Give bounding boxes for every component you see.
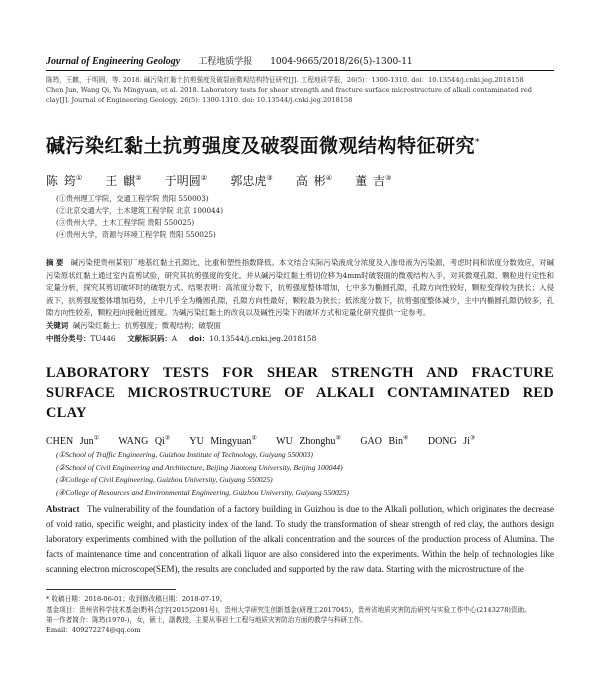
affiliations-cn (46, 193, 554, 241)
journal-name-cn: 工程地质学报 (198, 57, 253, 67)
footnote-funding: 基金项目：贵州省科学技术基金(黔科合J字[2015]2081号)，贵州大学研究生创新基金(研理工2017045)，贵州省地质灾害防治研究与实验工作中心(2143278)资助。 (46, 605, 531, 614)
footnote-email: Email：409272274@qq.com (46, 626, 141, 635)
author-cn: 高 彬④ (295, 174, 332, 188)
citation-en: Chen Jun, Wang Qi, Yu Mingyuan, et al. 2018. Laboratory tests for shear strength and fracture surface microstructure of alkali contaminated red clay[J]. Journal of Engineering Geology, 26(5): 1300-1310. doi: 10.13544/j.cnki.jeg.2018158 (46, 86, 532, 104)
journal-name: Journal of Engineering Geology (46, 56, 181, 67)
author-en: WU Zhonghu③ (276, 436, 341, 448)
affiliation-cn: (③贵州大学，土木工程学院 贵阳 550025) (56, 218, 195, 227)
author-en: DONG Ji③ (427, 436, 476, 448)
affiliation-en: (③College of Civil Engineering, Guizhou University, Guiyang 550025) (56, 475, 273, 485)
title-cn-text: 碱污染红黏土抗剪强度及破裂面微观结构特征研究 (46, 135, 476, 157)
citation-cn: 陈筠，王麒，于明圆，等. 2018. 碱污染红黏土抗剪强度及破裂面微观结构特征研究[J]. 工程地质学报，26(5)：1300-1310. doi：10.13544/j.cnki.jeg.2018158 (46, 76, 524, 84)
affiliation-cn: (④贵州大学，资源与环境工程学院 贵阳 550025) (56, 230, 216, 239)
footnotes (46, 594, 554, 636)
author-list-en (46, 435, 554, 447)
abstract-cn-text: 碱污染使贵州某铝厂地基红黏土孔隙比、比重和塑性指数降低。本文结合实际污染液成分浓度及入渗母液为污染源，考虑时间和浓度分数效应，对碱污染原状红黏土通过室内直剪试验，研究其抗剪强度的变化。并从碱污染红黏土剪切位移为4mm时破裂面的微观结构入手，对其微观孔隙、颗粒进行定性和定量分析，探究其剪切破坏时的破裂方式。结果表明：高浓度分数下，抗剪强度整体增加，七中多为椭圆孔隙，孔隙方向性较好，颗粒变得较为狭长；入侵液下，抗剪强度整体增加趋势，上中几乎全为椭圆孔隙，孔隙方向性最好，颗粒最为狭长；低浓度分数下，抗剪强度整体减少，主中内椭圆孔隙仍较多，孔隙方向性较差，颗粒趋向接触近圆度。为碱污染红黏土的改良以及碱性污染下的破坏方式和定量化研究提供一定参考。 (46, 258, 554, 318)
abstract-en-text: The vulnerability of the foundation of a factory building in Guizhou is due to the Alkali pollution, which originates the decrease of void ratio, specific weight, and plasticity index of the land. To study the transformation of shear strength of red clay, the authors design laboratory experiments combined with the pollution of the alkali concentration and the sources of the production process of Alumina. The facts of maintenance time and concentration of alkali liquor are also considered into the experiments. Within the help of technologies like scanning electron microscope(SEM), the results are concluded and supported by the raw data. Starting with the microstructure of the (46, 504, 554, 575)
affiliation-en: (①School of Traffic Engineering, Guizhou Institute of Technology, Guiyang 550003) (56, 450, 313, 460)
author-en: GAO Bin④ (360, 436, 409, 448)
author-cn: 王 麒② (105, 174, 142, 188)
affiliation-en: (②School of Civil Engineering and Architecture, Beijing Jiaotong University, Beijing 100044) (56, 462, 343, 472)
affiliation-cn: (①贵州理工学院，交通工程学院 贵阳 550003) (56, 194, 209, 203)
keywords-cn: 关键词 碱污染红黏土；抗剪强度；微观结构；破裂面 (46, 320, 221, 330)
abstract-cn (46, 257, 554, 345)
citation-block (46, 75, 554, 105)
author-list-cn (46, 172, 554, 189)
author-cn: 陈 筠① (46, 174, 83, 188)
affiliations-en (46, 449, 554, 499)
affiliation-cn: (②北京交通大学，土木建筑工程学院 北京 100044) (56, 206, 223, 215)
title-cn-mark: * (475, 137, 481, 148)
abstract-en-label: Abstract (46, 504, 80, 515)
header-rule (46, 70, 554, 71)
abstract-cn-label: 摘 要 (46, 258, 64, 267)
author-en: YU Mingyuan② (189, 436, 257, 448)
author-cn: 于明圆② (164, 174, 208, 188)
footnote-received: * 收稿日期：2018-06-01；收到修改稿日期：2018-07-19。 (46, 595, 227, 604)
author-cn: 董 吉③ (355, 174, 392, 188)
footnote-rule (46, 589, 176, 590)
paper-title-cn (46, 131, 554, 158)
author-en: WANG Qi② (118, 436, 171, 448)
issn-line: 1004-9665/2018/26(5)-1300-11 (270, 57, 413, 67)
abstract-en (46, 502, 554, 577)
author-en: CHEN Jun① (46, 436, 100, 448)
running-header (46, 0, 554, 67)
author-cn: 郭忠虎③ (230, 174, 273, 188)
footnote-author: 第一作者简介：陈筠(1970-)，女，硕士，副教授，主要从事岩土工程与地质灾害防治方面的教学与科研工作。 (46, 615, 367, 624)
paper-title-en: LABORATORY TESTS FOR SHEAR STRENGTH AND FRACTURE SURFACE MICROSTRUCTURE OF ALKALI CONTAMINATED RED CLAY (46, 365, 554, 422)
classification-line: 中图分类号：TU446 文献标识码：A doi：10.13544/j.cnki.jeg.2018158 (46, 333, 317, 343)
affiliation-en: (④College of Resources and Environmental Engineering, Guizhou University, Guiyang 550025) (56, 487, 349, 497)
